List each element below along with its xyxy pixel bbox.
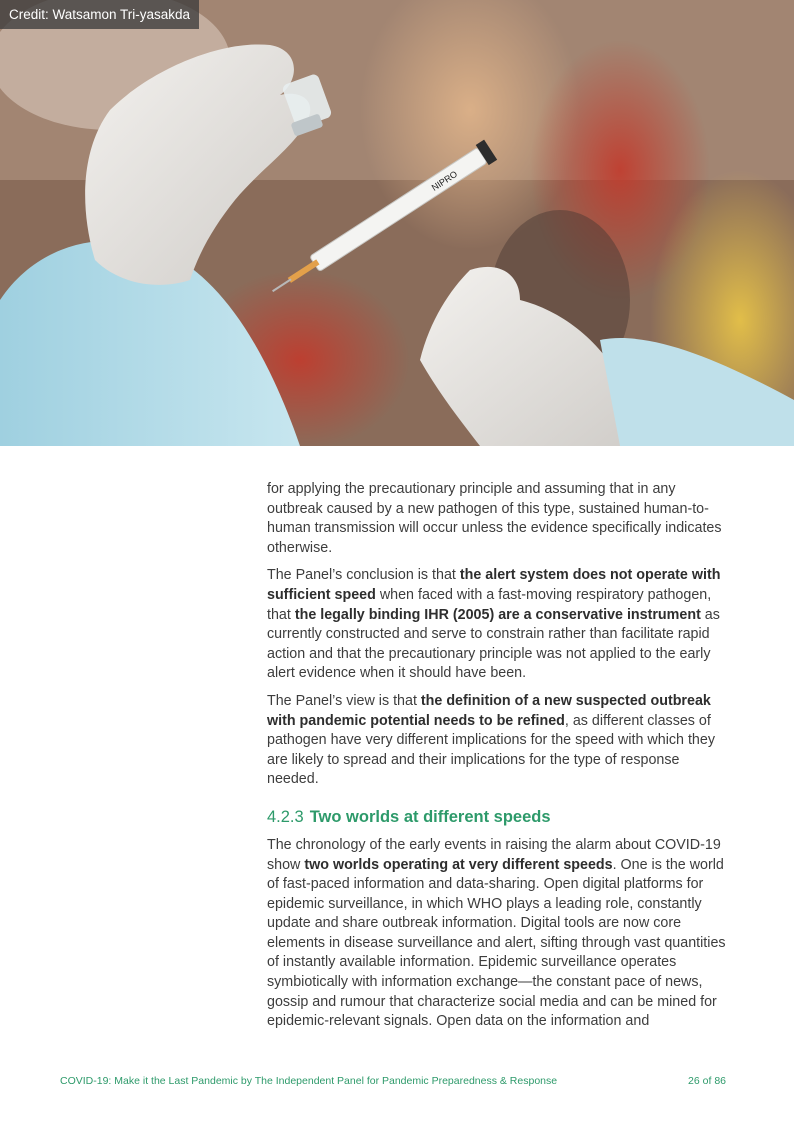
page-number: 26 of 86: [688, 1075, 726, 1087]
emphasis-outbreak-definition: the definition of a new suspected outbreak with pandemic potential needs to be refined: [267, 692, 711, 729]
section-title: Two worlds at different speeds: [309, 807, 551, 826]
paragraph-panel-view: [267, 692, 729, 790]
paragraph-precautionary: for applying the precautionary principle and assuming that in any outbreak caused by a new pathogen of this type, sustained human-to-human transmission will occur unless the evidence specifically indicates otherwise.: [267, 481, 722, 556]
section-heading: [267, 806, 729, 828]
paragraph-two-worlds: [267, 836, 729, 1032]
emphasis-two-worlds: two worlds operating at very different speeds: [304, 856, 613, 873]
footer-title: COVID-19: Make it the Last Pandemic by The Independent Panel for Pandemic Preparedness & Response: [60, 1075, 558, 1087]
photo-credit: Credit: Watsamon Tri-yasakda: [0, 0, 199, 29]
header-photo: [0, 0, 794, 446]
syringe-label: NIPRO: [429, 168, 460, 193]
text-run: The chronology of the early events in raising the alarm about COVID-19 show: [267, 836, 721, 873]
text-run: when faced with a fast-moving respiratory pathogen, that: [267, 586, 712, 623]
text-run: The Panel’s conclusion is that: [267, 567, 460, 584]
text-run: . One is the world of fast-paced information and data-sharing. Open digital platforms for epidemic surveillance, in which WHO plays a leading role, constantly update and share outbreak information. Digital tools are now core elements in disease surveillance and alert, sifting through vast quantities of instantly available information. Epidemic surveillance operates symbiotically with information exchange—the constant pace of news, gossip and rumour that characterize social media and can be mined for epidemic-relevant signals. Open data on the information and: [267, 856, 726, 1030]
emphasis-alert-speed: the alert system does not operate with sufficient speed: [267, 567, 721, 603]
paragraph-panel-conclusion: [267, 566, 729, 684]
text-run: The Panel’s view is that: [267, 692, 421, 709]
section-number: 4.2.3: [267, 807, 304, 826]
vaccine-syringe-photo: [0, 0, 794, 446]
emphasis-ihr-conservative: the legally binding IHR (2005) are a conservative instrument: [294, 606, 701, 623]
main-text-column: [267, 480, 729, 1040]
text-run: , as different classes of pathogen have very different implications for the speed with which they are likely to spread and their implications for the type of response needed.: [267, 712, 715, 788]
text-run: as currently constructed and serve to constrain rather than facilitate rapid action and that the precautionary principle was not applied to the early alert evidence when it should have been.: [267, 606, 720, 682]
